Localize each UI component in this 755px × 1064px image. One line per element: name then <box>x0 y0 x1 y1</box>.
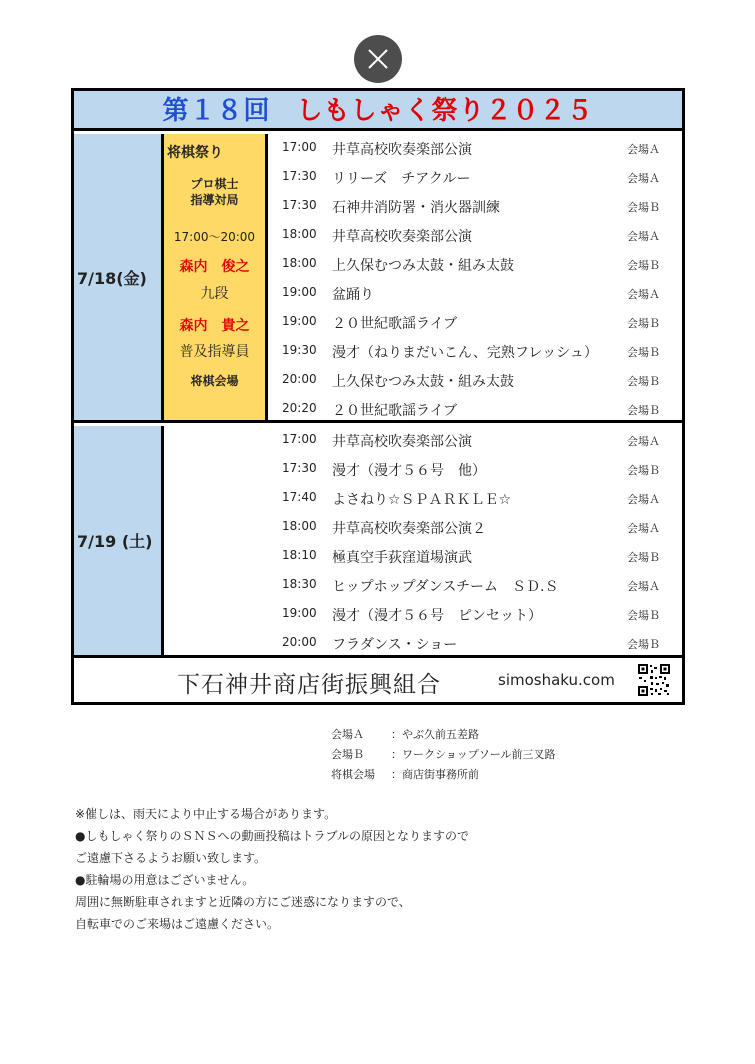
event-time: 19:00 <box>282 285 317 299</box>
event-row <box>268 134 682 163</box>
event-venue: 会場Ｂ <box>627 317 660 330</box>
event-venue: 会場Ｂ <box>627 551 660 564</box>
day1-event-list <box>268 134 682 423</box>
event-name: 漫才（ねりまだいこん、完熟フレッシュ） <box>332 345 598 361</box>
title-edition: 第１８回 <box>162 96 271 126</box>
legend-key: 会場Ａ <box>331 728 364 741</box>
event-venue: 会場Ｂ <box>627 346 660 359</box>
event-name: 極真空手荻窪道場演武 <box>332 550 472 566</box>
event-row <box>268 395 682 424</box>
event-row <box>268 221 682 250</box>
event-time: 18:00 <box>282 256 317 270</box>
event-venue: 会場Ａ <box>627 143 660 156</box>
event-venue: 会場Ａ <box>627 172 660 185</box>
shogi-player-name-2: 森内 貴之 <box>179 318 250 334</box>
website-link[interactable]: simoshaku.com <box>498 671 615 689</box>
note-line: ※催しは、雨天により中止する場合があります。 <box>75 807 337 821</box>
event-row <box>268 571 682 600</box>
venue-legend <box>331 725 631 785</box>
event-name: リリーズ チアクルー <box>332 171 471 187</box>
event-row <box>268 250 682 279</box>
shogi-time: 17:00～20:00 <box>173 230 256 244</box>
event-venue: 会場Ｂ <box>627 404 660 417</box>
note-line: 周囲に無断駐車されますと近隣の方にご迷惑になりますので、 <box>75 895 411 909</box>
event-time: 17:00 <box>282 140 317 154</box>
legend-value: ：商店街事務所前 <box>391 768 479 781</box>
day2-empty-cell <box>164 426 268 658</box>
shogi-venue: 将棋会場 <box>190 374 239 388</box>
event-row <box>268 542 682 571</box>
event-time: 17:00 <box>282 432 317 446</box>
event-name: 漫才（漫才５６号 ピンセット） <box>332 608 542 624</box>
note-line: 自転車でのご来場はご遠慮ください。 <box>75 917 280 931</box>
note-line: ●駐輪場の用意はございません。 <box>75 873 255 887</box>
event-name: 上久保むつみ太鼓・組み太鼓 <box>332 258 514 274</box>
notes <box>75 803 469 935</box>
event-time: 17:30 <box>282 461 317 475</box>
event-name: 漫才（漫才５６号 他） <box>332 463 486 479</box>
event-venue: 会場Ａ <box>627 288 660 301</box>
event-row <box>268 163 682 192</box>
event-name: 盆踊り <box>332 287 374 303</box>
event-name: ヒップホップダンスチーム ＳＤ.Ｓ <box>332 579 559 595</box>
event-venue: 会場Ｂ <box>627 464 660 477</box>
event-row <box>268 426 682 455</box>
event-time: 18:30 <box>282 577 317 591</box>
event-venue: 会場Ｂ <box>627 259 660 272</box>
event-row <box>268 629 682 658</box>
day2-event-list <box>268 426 682 658</box>
legend-value: ：ワークショップソール前三叉路 <box>391 748 556 761</box>
event-venue: 会場Ａ <box>627 230 660 243</box>
legend-key: 会場Ｂ <box>331 748 364 761</box>
event-time: 18:10 <box>282 548 317 562</box>
event-time: 18:00 <box>282 227 317 241</box>
organization-name: 下石神井商店街振興組合 <box>177 672 441 698</box>
qr-code-icon <box>637 663 671 697</box>
event-venue: 会場Ａ <box>627 435 660 448</box>
close-button[interactable] <box>354 35 402 83</box>
event-name: 井草高校吹奏楽部公演 <box>332 142 472 158</box>
shogi-player-rank-1: 九段 <box>200 286 229 302</box>
event-time: 19:00 <box>282 606 317 620</box>
day-label-1: 7/18(金) <box>74 134 164 423</box>
day-label-2: 7/19 (土) <box>74 426 164 658</box>
event-name: 井草高校吹奏楽部公演 <box>332 229 472 245</box>
legend-row <box>331 725 631 745</box>
shogi-pro-line2: 指導対局 <box>190 193 239 207</box>
note-line: ●しもしゃく祭りのＳＮＳへの動画投稿はトラブルの原因となりますので <box>75 829 469 843</box>
event-name: 上久保むつみ太鼓・組み太鼓 <box>332 374 514 390</box>
legend-key: 将棋会場 <box>331 768 375 781</box>
event-venue: 会場Ｂ <box>627 201 660 214</box>
legend-value: ：やぶ久前五差路 <box>391 728 479 741</box>
event-row <box>268 308 682 337</box>
event-name: 井草高校吹奏楽部公演２ <box>332 521 486 537</box>
event-row <box>268 513 682 542</box>
legend-row <box>331 765 631 785</box>
event-venue: 会場Ｂ <box>627 375 660 388</box>
event-row <box>268 484 682 513</box>
event-name: よさねり☆ＳＰＡＲＫＬＥ☆ <box>332 492 512 508</box>
event-time: 20:00 <box>282 635 317 649</box>
event-name: フラダンス・ショー <box>332 637 458 653</box>
event-venue: 会場Ｂ <box>627 638 660 651</box>
shogi-title: 将棋祭り <box>167 145 223 161</box>
page-title <box>74 91 682 131</box>
event-row <box>268 279 682 308</box>
event-name: 石神井消防署・消火器訓練 <box>332 200 500 216</box>
event-row <box>268 192 682 221</box>
event-venue: 会場Ａ <box>627 522 660 535</box>
event-name: ２０世紀歌謡ライブ <box>332 316 458 332</box>
footer <box>74 658 682 702</box>
event-time: 20:00 <box>282 372 317 386</box>
shogi-panel <box>164 134 268 423</box>
shogi-player-name-1: 森内 俊之 <box>179 259 250 275</box>
event-time: 18:00 <box>282 519 317 533</box>
shogi-pro-label <box>164 176 265 208</box>
event-row <box>268 337 682 366</box>
event-row <box>268 366 682 395</box>
event-row <box>268 455 682 484</box>
event-row <box>268 600 682 629</box>
event-time: 19:00 <box>282 314 317 328</box>
event-venue: 会場Ｂ <box>627 609 660 622</box>
event-time: 20:20 <box>282 401 317 415</box>
event-time: 17:30 <box>282 169 317 183</box>
event-time: 17:30 <box>282 198 317 212</box>
shogi-player-rank-2: 普及指導員 <box>179 344 250 360</box>
note-line: ご遠慮下さるようお願い致します。 <box>75 851 267 865</box>
event-time: 17:40 <box>282 490 317 504</box>
event-name: ２０世紀歌謡ライブ <box>332 403 458 419</box>
shogi-pro-line1: プロ棋士 <box>190 177 239 191</box>
event-time: 19:30 <box>282 343 317 357</box>
legend-row <box>331 745 631 765</box>
close-icon <box>367 48 389 70</box>
event-venue: 会場Ａ <box>627 580 660 593</box>
schedule-sheet <box>71 88 685 705</box>
event-name: 井草高校吹奏楽部公演 <box>332 434 472 450</box>
event-venue: 会場Ａ <box>627 493 660 506</box>
title-festival: しもしゃく祭り２０２５ <box>296 96 594 126</box>
